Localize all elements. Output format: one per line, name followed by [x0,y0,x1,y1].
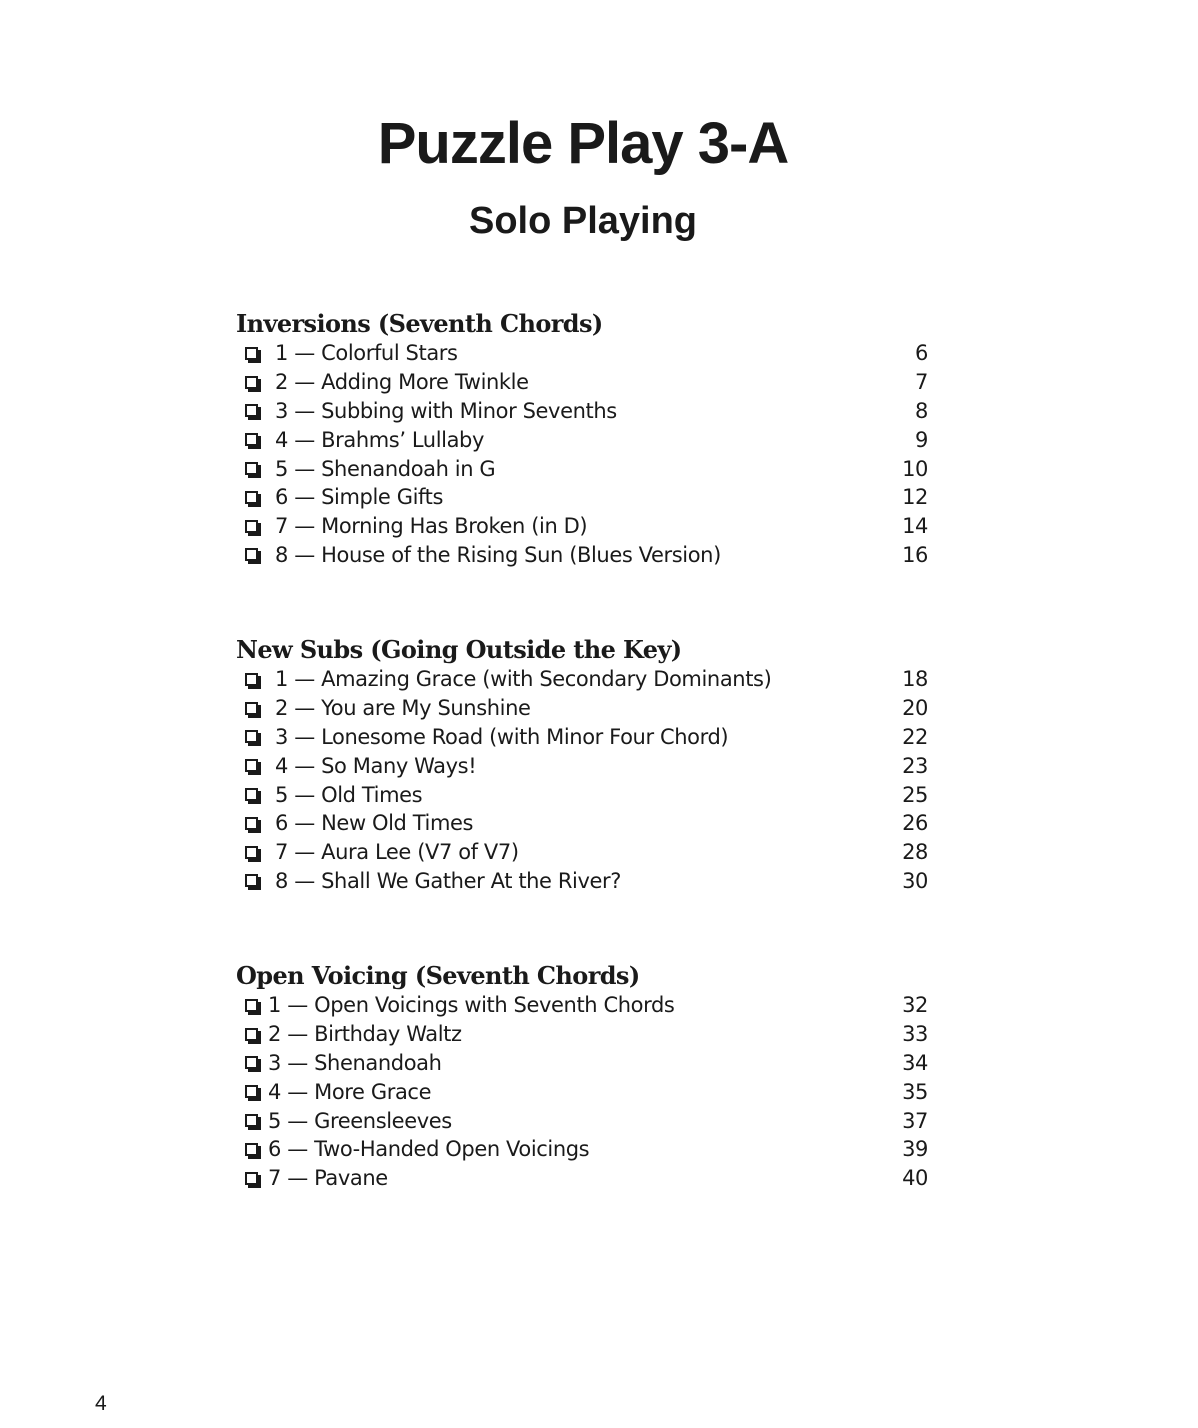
list-item [236,512,928,541]
list-item [236,809,928,838]
page-number: 4 [95,1392,107,1415]
item-title: 4 — More Grace [268,1079,432,1104]
item-title: 7 — Morning Has Broken (in D) [275,514,588,539]
checkbox-icon[interactable] [245,347,258,360]
checkbox-icon[interactable] [245,846,258,859]
checkbox-icon[interactable] [245,1114,258,1127]
section-heading: Open Voicing (Seventh Chords) [236,961,640,990]
checkbox-icon[interactable] [245,874,258,887]
item-title: 7 — Pavane [268,1166,388,1191]
item-title: 8 — House of the Rising Sun (Blues Version) [275,542,721,567]
checkbox-icon[interactable] [245,1028,258,1041]
item-title: 4 — So Many Ways! [275,753,477,778]
list-item [236,425,928,454]
item-page: 16 [902,542,928,567]
checkbox-icon[interactable] [245,462,258,475]
item-page: 8 [915,398,928,423]
list-item [236,339,928,368]
checkbox-icon[interactable] [245,673,258,686]
item-title: 2 — You are My Sunshine [275,696,531,721]
section-heading: Inversions (Seventh Chords) [236,309,603,338]
checkbox-icon[interactable] [245,1143,258,1156]
item-page: 39 [902,1137,928,1162]
section-heading: New Subs (Going Outside the Key) [236,635,682,664]
item-title: 3 — Subbing with Minor Sevenths [275,398,617,423]
item-page: 40 [902,1166,928,1191]
list-item [236,838,928,867]
item-title: 2 — Adding More Twinkle [275,370,529,395]
list-item [236,397,928,426]
list-item [236,723,928,752]
page-subtitle: Solo Playing [468,200,698,242]
item-title: 2 — Birthday Waltz [268,1022,462,1047]
item-title: 1 — Amazing Grace (with Secondary Dominants) [275,667,772,692]
item-page: 14 [902,514,928,539]
list-item [236,1077,928,1106]
item-page: 37 [902,1108,928,1133]
list-item [236,991,928,1020]
item-title: 5 — Greensleeves [268,1108,452,1133]
checkbox-icon[interactable] [245,433,258,446]
item-page: 7 [915,370,928,395]
checkbox-icon[interactable] [245,1172,258,1185]
section-open-voicing [236,961,928,1193]
list-item [236,867,928,896]
checkbox-icon[interactable] [245,817,258,830]
item-page: 26 [902,811,928,836]
list-item [236,1049,928,1078]
list-item [236,1106,928,1135]
item-title: 3 — Lonesome Road (with Minor Four Chord) [275,724,729,749]
checkbox-icon[interactable] [245,404,258,417]
item-page: 10 [902,456,928,481]
checkbox-icon[interactable] [245,702,258,715]
checkbox-icon[interactable] [245,1056,258,1069]
list-item [236,751,928,780]
item-title: 1 — Open Voicings with Seventh Chords [268,993,675,1018]
list-item [236,1135,928,1164]
item-title: 6 — Two-Handed Open Voicings [268,1137,590,1162]
item-page: 25 [902,782,928,807]
list-item [236,483,928,512]
item-page: 23 [902,753,928,778]
list-item [236,665,928,694]
list-item [236,694,928,723]
item-page: 18 [902,667,928,692]
item-title: 1 — Colorful Stars [275,341,458,366]
list-item [236,780,928,809]
item-title: 3 — Shenandoah [268,1050,442,1075]
checkbox-icon[interactable] [245,759,258,772]
item-page: 30 [902,868,928,893]
page-title: Puzzle Play 3-A [377,111,789,176]
item-page: 6 [915,341,928,366]
checkbox-icon[interactable] [245,491,258,504]
list-item [236,454,928,483]
list-item [236,368,928,397]
item-page: 34 [902,1050,928,1075]
item-page: 12 [902,485,928,510]
list-item [236,1164,928,1193]
item-page: 20 [902,696,928,721]
checkbox-icon[interactable] [245,548,258,561]
item-title: 5 — Old Times [275,782,423,807]
item-title: 5 — Shenandoah in G [275,456,496,481]
checkbox-icon[interactable] [245,520,258,533]
item-page: 33 [902,1022,928,1047]
checkbox-icon[interactable] [245,376,258,389]
item-title: 8 — Shall We Gather At the River? [275,868,622,893]
checkbox-icon[interactable] [245,730,258,743]
section-new-subs [236,635,928,895]
item-title: 6 — New Old Times [275,811,474,836]
checkbox-icon[interactable] [245,999,258,1012]
item-page: 32 [902,993,928,1018]
list-item [236,541,928,570]
checkbox-icon[interactable] [245,788,258,801]
item-page: 28 [902,840,928,865]
section-inversions [236,309,928,569]
item-page: 35 [902,1079,928,1104]
item-page: 9 [915,427,928,452]
item-title: 4 — Brahms’ Lullaby [275,427,485,452]
item-page: 22 [902,724,928,749]
list-item [236,1020,928,1049]
item-title: 6 — Simple Gifts [275,485,443,510]
item-title: 7 — Aura Lee (V7 of V7) [275,840,519,865]
checkbox-icon[interactable] [245,1085,258,1098]
